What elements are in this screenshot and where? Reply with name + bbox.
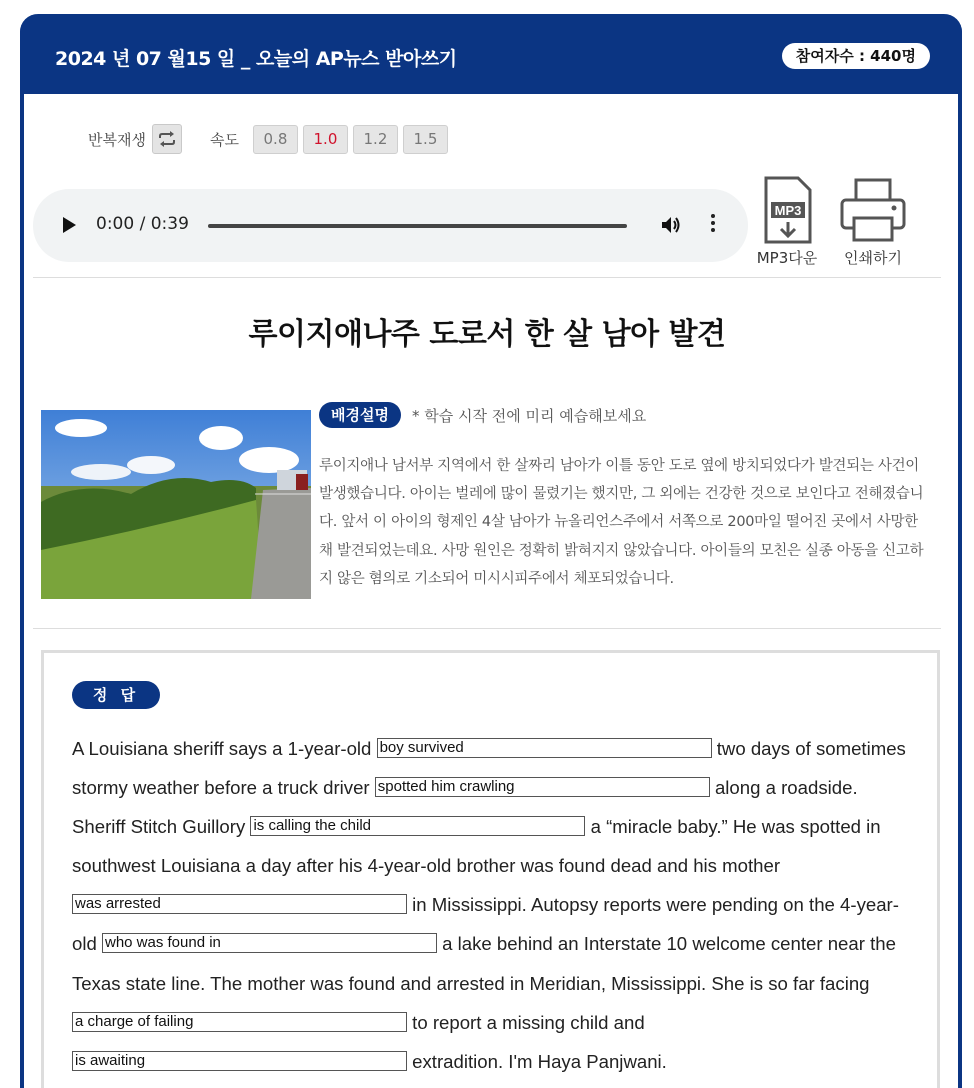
answer-segment: extradition. I'm Haya Panjwani. [407,1050,667,1072]
speed-1.2-button[interactable]: 1.2 [353,125,398,154]
seek-bar[interactable] [208,224,627,228]
page-title: 2024 년 07 월15 일 _ 오늘의 AP뉴스 받아쓰기 [55,48,457,70]
playback-controls [88,124,453,154]
header-bar [20,14,962,94]
background-text: 루이지애나 남서부 지역에서 한 살짜리 남아가 이틀 동안 도로 옆에 방치되었다가 발견되는 사건이 발생했습니다. 아이는 벌레에 많이 물렸기는 했지만, 그 외에는 건강한 것으로 보인다고 전해졌습니다. 앞서 이 아이의 형제인 4살 남아가 뉴올리언스주에서 서쪽으로 200마일 떨어진 곳에서 사망한 채 발견되었는데요. 사망 원인은 정확히 밝혀지지 않았습니다. 아이들의 모친은 실종 아동을 신고하지 않은 혐의로 기소되어 미시시피주에서 체포되었습니다. [319,458,924,587]
answer-blank-6[interactable]: a charge of failing [72,1012,407,1032]
answer-segment: A Louisiana sheriff says a 1-year-old [72,738,377,759]
volume-icon[interactable] [659,213,683,237]
article-photo [41,410,311,599]
answer-badge: 정 답 [72,681,160,709]
repeat-icon [157,130,177,148]
answer-segment: two days of sometimes stormy weather before a truck driver [72,738,906,799]
answer-segment: to report a missing child and [407,1011,645,1033]
print-label: 인쇄하기 [844,249,902,267]
more-options-icon[interactable] [710,214,716,235]
answer-text [72,729,912,1081]
repeat-button[interactable] [152,124,182,154]
background-badge: 배경설명 [319,402,401,428]
answer-blank-7[interactable]: is awaiting [72,1051,407,1071]
divider [33,277,941,278]
printer-icon [838,176,908,244]
play-icon[interactable] [63,217,76,233]
article-title: 루이지애나주 도로서 한 살 남아 발견 [248,317,726,352]
audio-player [33,189,748,262]
mp3-file-icon [760,176,814,244]
answer-segment: a “miracle baby.” He was spotted in southwest Louisiana a day after his 4-year-old brother was found dead and his mother [72,816,881,877]
answer-blank-3[interactable]: is calling the child [250,816,585,836]
print-button[interactable] [838,176,908,268]
answer-blank-5[interactable]: who was found in [102,933,437,953]
answer-blank-2[interactable]: spotted him crawling [375,777,710,797]
speed-1.0-button[interactable]: 1.0 [303,125,348,154]
speed-label: 속도 [209,130,239,149]
answer-segment: in Mississippi. Autopsy reports were pending on the 4-year-old [72,894,899,955]
answer-segment: a lake behind an Interstate 10 welcome center near the Texas state line. The mother was found and arrested in Meridian, Mississippi. She is so far facing [72,933,896,994]
speed-1.5-button[interactable]: 1.5 [403,125,448,154]
answer-blank-4[interactable]: was arrested [72,894,407,914]
mp3-download-button[interactable] [752,176,822,268]
divider [33,628,941,629]
background-note: * 학습 시작 전에 미리 예습해보세요 [412,407,647,425]
answer-segment: along a roadside. Sheriff Stitch Guillory [72,777,858,838]
time-display: 0:00 / 0:39 [96,214,189,234]
speed-0.8-button[interactable]: 0.8 [253,125,298,154]
repeat-label: 반복재생 [88,130,146,149]
mp3-download-label: MP3다운 [756,249,818,267]
participants-badge: 참여자수 : 440명 [782,43,930,69]
answer-blank-1[interactable]: boy survived [377,738,712,758]
mp3-icon-text: MP3 [774,203,802,218]
